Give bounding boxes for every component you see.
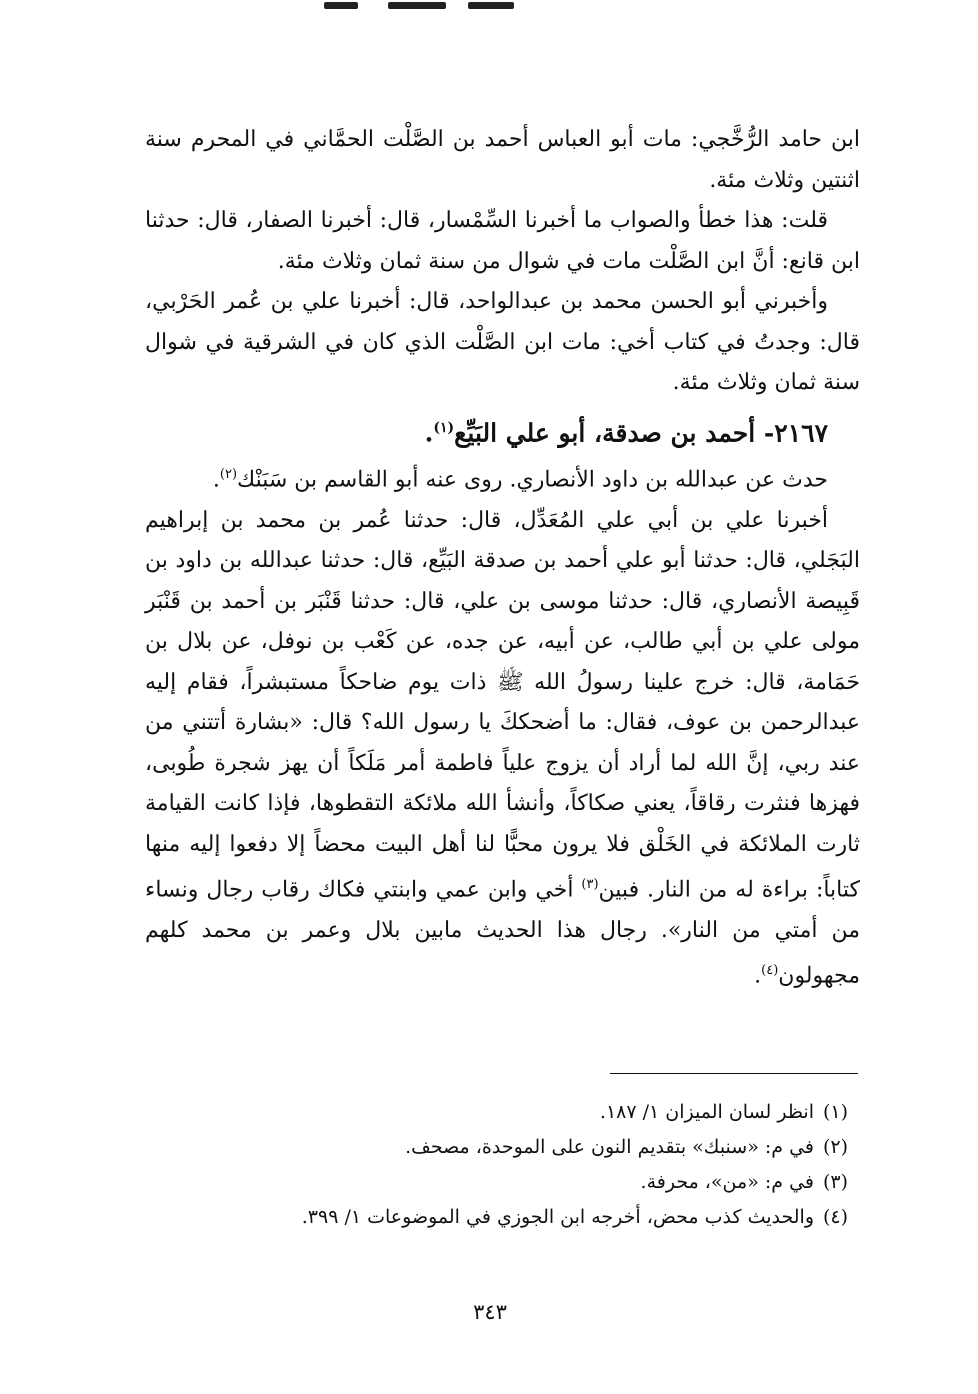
footnotes [145, 1095, 860, 1235]
footnote-text: انظر لسان الميزان ١/ ١٨٧. [599, 1101, 814, 1123]
footnote-4 [145, 1200, 860, 1235]
hadith-text-2: أخي وابن عمي وابنتي فكاك رقاب رجال ونساء من أمتي من النار». رجال هذا الحديث مابين بلال وعمر بن محمد كلهم مجهولون [145, 877, 860, 989]
hadith-end: . [754, 963, 762, 989]
footnote-number: (٢) [822, 1136, 848, 1158]
heading-end: . [424, 417, 434, 447]
paragraph-3: وأخبرني أبو الحسن محمد بن عبدالواحد، قال: أخبرنا علي بن عُمر الحَرْبي، قال: وجدتُ في كتاب أخي: مات ابن الصَّلْت الذي كان في الشرقية في شوال سنة ثمان وثلاث مئة. [145, 289, 860, 395]
footnote-text: والحديث كذب محض، أخرجه ابن الجوزي في الموضوعات ١/ ٣٩٩. [301, 1206, 814, 1228]
footnote-number: (١) [822, 1101, 848, 1123]
footnote-text: في م: «سنبك» بتقديم النون على الموحدة، مصحف. [405, 1136, 814, 1158]
paragraph-2: قلت: هذا خطأ والصواب ما أخبرنا السِّمْسار، قال: أخبرنا الصفار، قال: حدثنا ابن قانع: أنَّ ابن الصَّلْت مات في شوال من سنة ثمان وثلاث مئة. [145, 208, 860, 274]
paragraph-1: ابن حامد الرُّخَّجي: مات أبو العباس أحمد بن الصَّلْت الحمَّاني في المحرم سنة اثنتين وثلاث مئة. [145, 127, 860, 193]
page-number: ٣٤٣ [473, 1300, 507, 1324]
entry-title: ٢١٦٧- أحمد بن صدقة، أبو علي البَيِّع [454, 417, 828, 447]
hadith-text-1: أخبرنا علي بن أبي علي المُعَدِّل، قال: حدثنا عُمر بن محمد بن إبراهيم البَجَلي، قال: حدثنا أبو علي أحمد بن صدقة البَيِّع، قال: حدثنا عبدالله بن داود بن قَبِيصة الأنصاري، قال: حدثنا موسى بن علي، قال: حدثنا قَنْبَر بن أحمد بن قَنْبَر مولى علي بن أبي طالب، عن أبيه، عن جده، عن كَعْب بن نوفل، عن بلال بن حَمَامة، قال: خرج علينا رسولُ الله ﷺ ذات يوم ضاحكاً مستبشراً، فقام إليه عبدالرحمن بن عوف، فقال: ما أضحككَ يا رسول الله؟ قال: «بشارة أتتني من عند ربي، إنَّ الله لما أراد أن يزوج علياً فاطمة أمر مَلَكاً أن يهز شجرة طُوبى، فهزها فنثرت رقاقاً، يعني صكاكاً، وأنشأ الله ملائكة التقطوها، فإذا كانت القيامة ثارت الملائكة في الخَلْق فلا يرون محبًّا لنا أهل البيت محضاً إلا دفعوا إليه منها كتاباً: براءة له من النار. فبين [145, 507, 860, 903]
footnote-2 [145, 1130, 860, 1165]
footnote-separator [610, 1073, 858, 1074]
intro-end: . [212, 467, 220, 493]
footnote-ref-1: (١) [433, 419, 455, 436]
footnote-3 [145, 1165, 860, 1200]
hadith-paragraph [145, 501, 860, 998]
entry-intro [145, 455, 860, 501]
footnote-text: في م: «من»، محرفة. [640, 1171, 814, 1193]
top-edge-mark [318, 0, 548, 12]
footnote-1 [145, 1095, 860, 1130]
footnote-ref-3: (٣) [581, 877, 599, 893]
intro-text: حدث عن عبدالله بن داود الأنصاري. روى عنه أبو القاسم بن سَبَنْك [237, 467, 828, 493]
footnote-number: (٣) [822, 1171, 848, 1193]
footnote-number: (٤) [822, 1206, 848, 1228]
main-text [145, 120, 860, 997]
footnote-ref-2: (٢) [219, 466, 238, 482]
footnote-ref-4: (٤) [761, 963, 779, 979]
entry-heading [145, 406, 860, 455]
